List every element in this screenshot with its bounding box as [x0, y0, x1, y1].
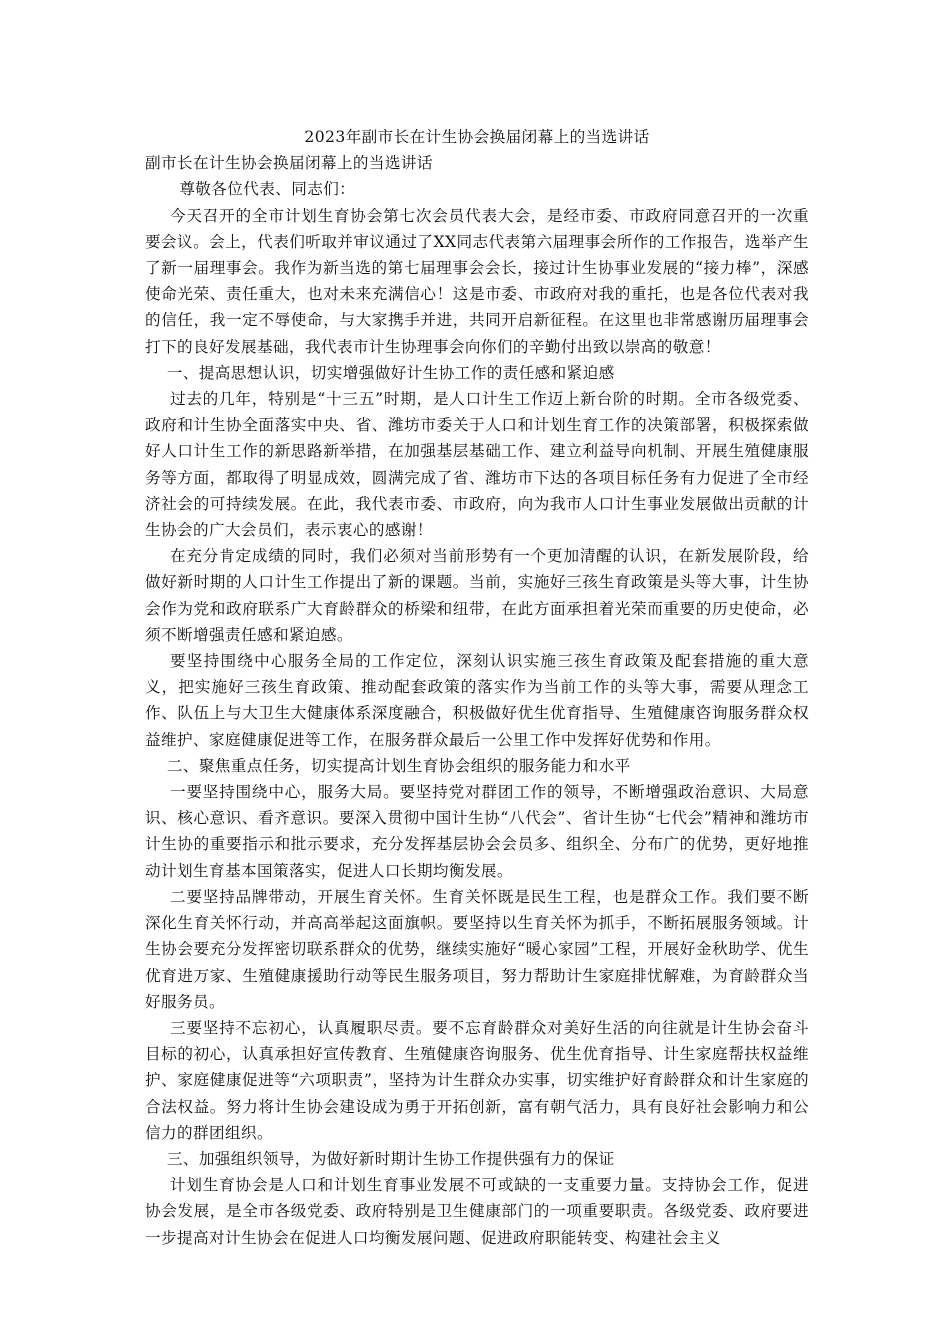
document-body — [145, 203, 809, 1251]
salutation: 尊敬各位代表、同志们： — [179, 180, 356, 199]
section-heading: 三、加强组织领导，为做好新时期计生协工作提供强有力的保证 — [166, 1149, 615, 1168]
document-title: 2023年副市长在计生协会换届闭幕上的当选讲话 — [304, 128, 650, 146]
section-heading: 一、提高思想认识，切实增强做好计生协工作的责任感和紧迫感 — [166, 363, 615, 382]
body-paragraph: 要坚持围绕中心服务全局的工作定位，深刻认识实施三孩生育政策及配套措施的重大意义，把实施好三孩生育政策、推动配套政策的落实作为当前工作的头等大事，需要从理念工作、队伍上与大卫生大健康体系深度融合，积极做好优生优育指导、生殖健康咨询服务群众权益维护、家庭健康促进等工作，在服务群众最后一公里工作中发挥好优势和作用。 — [145, 652, 809, 749]
body-paragraph: 三要坚持不忘初心，认真履职尽责。要不忘育龄群众对美好生活的向往就是计生协会奋斗目标的初心，认真承担好宣传教育、生殖健康咨询服务、优生优育指导、计生家庭帮扶权益维护、家庭健康促进等“六项职责”，坚持为计生群众办实事，切实维护好育龄群众和计生家庭的合法权益。努力将计生协会建设成为勇于开拓创新，富有朝气活力，具有良好社会影响力和公信力的群团组织。 — [145, 1018, 809, 1142]
body-paragraph: 计划生育协会是人口和计划生育事业发展不可或缺的一支重要力量。支持协会工作，促进协会发展，是全市各级党委、政府特别是卫生健康部门的一项重要职责。各级党委、政府要进一步提高对计生协会在促进人口均衡发展问题、促进政府职能转变、构建社会主义 — [145, 1176, 809, 1247]
document-subtitle: 副市长在计生协会换届闭幕上的当选讲话 — [145, 154, 433, 173]
body-paragraph: 今天召开的全市计划生育协会第七次会员代表大会，是经市委、市政府同意召开的一次重要会议。会上，代表们听取并审议通过了XX同志代表第六届理事会所作的工作报告，选举产生了新一届理事会。我作为新当选的第七届理事会会长，接过计生协事业发展的“接力棒”，深感使命光荣、责任重大，也对未来充满信心！这是市委、市政府对我的重托，也是各位代表对我的信任，我一定不辱使命，与大家携手并进，共同开启新征程。在这里也非常感谢历届理事会打下的良好发展基础，我代表市计生协理事会向你们的辛勤付出致以崇高的敬意！ — [145, 206, 809, 356]
body-paragraph: 在充分肯定成绩的同时，我们必须对当前形势有一个更加清醒的认识，在新发展阶段，给做好新时期的人口计生工作提出了新的课题。当前，实施好三孩生育政策是头等大事，计生协会作为党和政府联系广大育龄群众的桥梁和纽带，在此方面承担着光荣而重要的历史使命，必须不断增强责任感和紧迫感。 — [145, 547, 809, 644]
document-page — [145, 124, 809, 1251]
body-paragraph: 一要坚持围绕中心，服务大局。要坚持党对群团工作的领导，不断增强政治意识、大局意识、核心意识、看齐意识。要深入贯彻中国计生协“八代会”、省计生协“七代会”精神和潍坊市计生协的重要指示和批示要求，充分发挥基层协会会员多、组织全、分布广的优势，更好地推动计划生育基本国策落实，促进人口长期均衡发展。 — [145, 783, 809, 880]
body-paragraph: 过去的几年，特别是“十三五”时期，是人口计生工作迈上新台阶的时期。全市各级党委、政府和计生协全面落实中央、省、潍坊市委关于人口和计划生育工作的决策部署，积极探索做好人口计生工作的新思路新举措，在加强基层基础工作、建立利益导向机制、开展生殖健康服务等方面，都取得了明显成效，圆满完成了省、潍坊市下达的各项目标任务有力促进了全市经济社会的可持续发展。在此，我代表市委、市政府，向为我市人口计生事业发展做出贡献的计生协会的广大会员们，表示衷心的感谢！ — [145, 390, 809, 540]
body-paragraph: 二要坚持品牌带动，开展生育关怀。生育关怀既是民生工程，也是群众工作。我们要不断深化生育关怀行动，并高高举起这面旗帜。要坚持以生育关怀为抓手，不断拓展服务领域。计生协会要充分发挥密切联系群众的优势，继续实施好“暖心家园”工程，开展好金秋助学、优生优育进万家、生殖健康援助行动等民生服务项目，努力帮助计生家庭排忧解难，为育龄群众当好服务员。 — [145, 887, 809, 1011]
section-heading: 二、聚焦重点任务，切实提高计划生育协会组织的服务能力和水平 — [166, 756, 631, 775]
